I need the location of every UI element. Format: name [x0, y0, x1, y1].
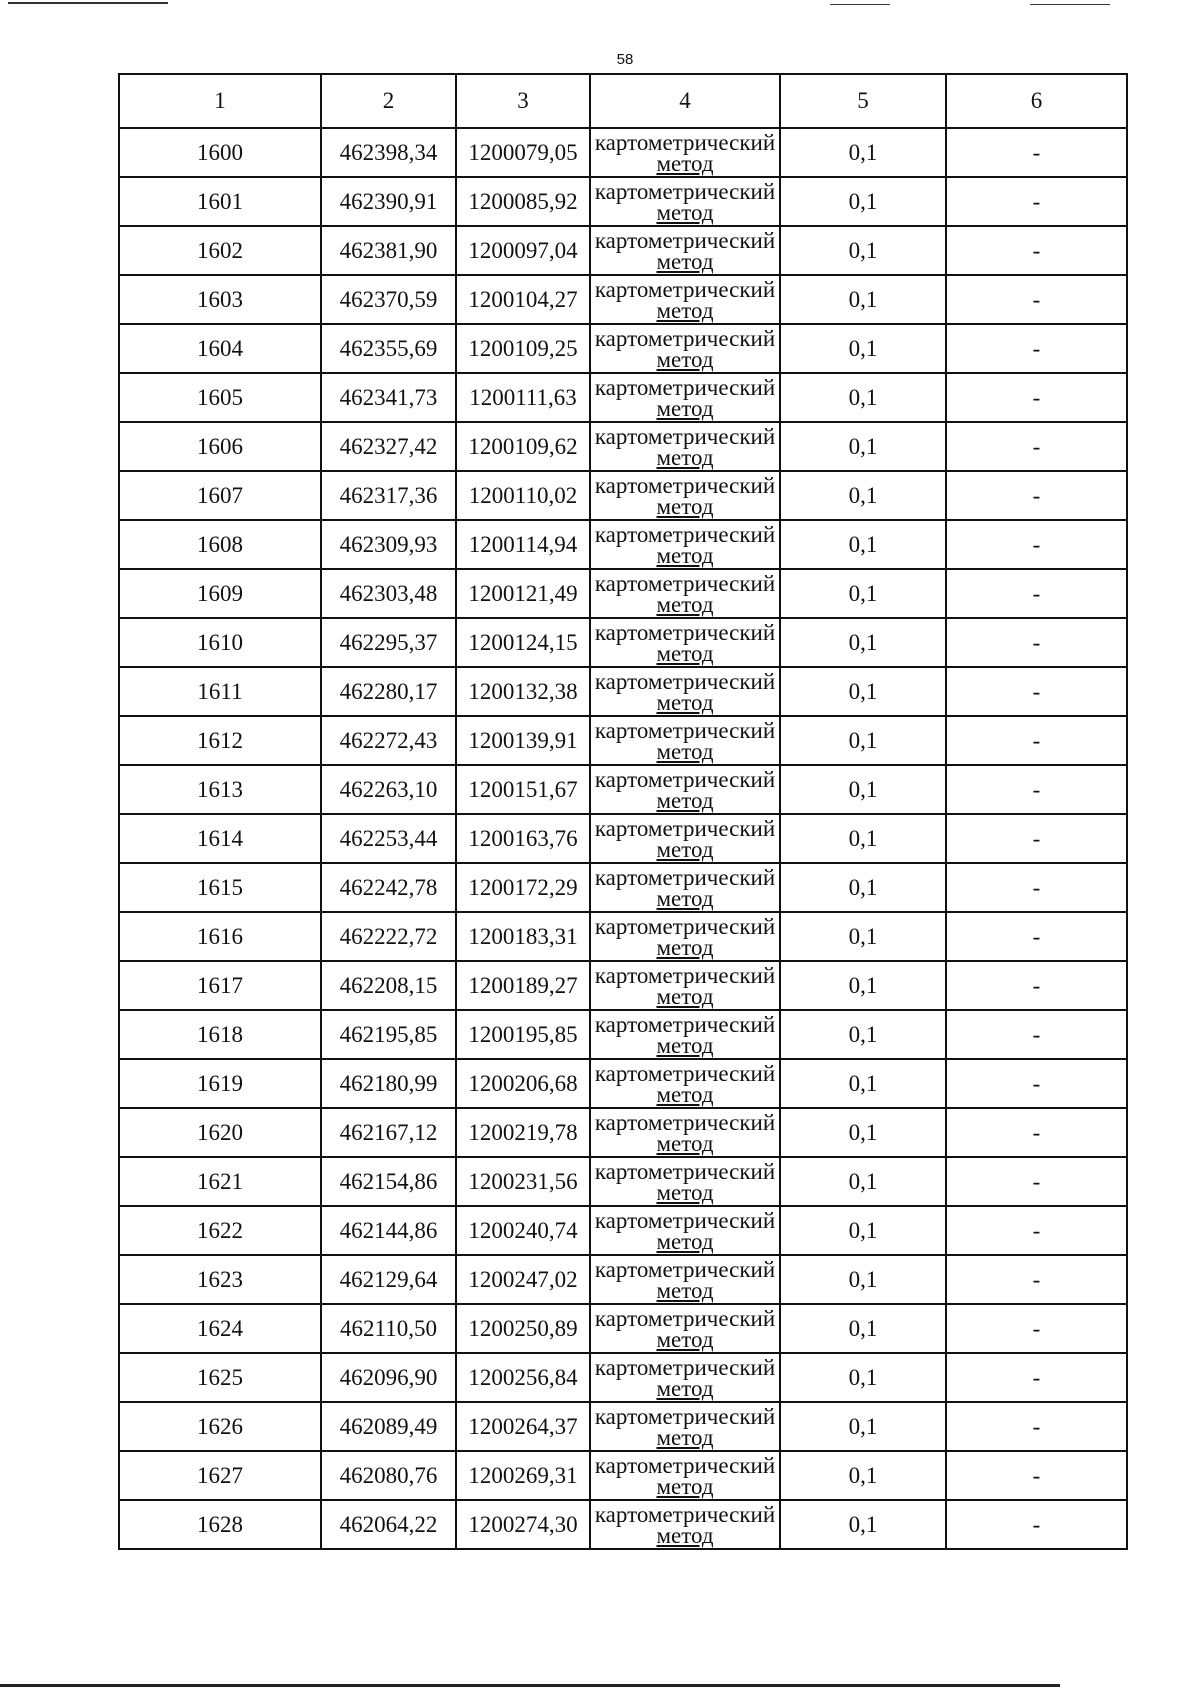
x-coordinate-cell: 462154,86	[321, 1157, 456, 1206]
x-coordinate-cell: 462129,64	[321, 1255, 456, 1304]
method-line-2: метод	[656, 1130, 714, 1156]
point-number-cell: 1608	[119, 520, 321, 569]
point-number-cell: 1603	[119, 275, 321, 324]
note-cell: -	[946, 324, 1127, 373]
accuracy-cell: 0,1	[780, 226, 946, 275]
x-coordinate-cell: 462309,93	[321, 520, 456, 569]
method-line-1: картометрический	[594, 619, 776, 645]
y-coordinate-cell: 1200139,91	[456, 716, 590, 765]
table-row	[119, 667, 1127, 716]
method-cell	[590, 961, 780, 1010]
y-coordinate-cell: 1200109,25	[456, 324, 590, 373]
method-line-2: метод	[656, 1424, 714, 1450]
note-cell: -	[946, 1255, 1127, 1304]
x-coordinate-cell: 462080,76	[321, 1451, 456, 1500]
point-number-cell: 1610	[119, 618, 321, 667]
note-cell: -	[946, 1108, 1127, 1157]
table-row	[119, 961, 1127, 1010]
x-coordinate-cell: 462390,91	[321, 177, 456, 226]
y-coordinate-cell: 1200240,74	[456, 1206, 590, 1255]
accuracy-cell: 0,1	[780, 667, 946, 716]
table-row	[119, 765, 1127, 814]
table-row	[119, 1500, 1127, 1549]
point-number-cell: 1612	[119, 716, 321, 765]
accuracy-cell: 0,1	[780, 422, 946, 471]
point-number-cell: 1614	[119, 814, 321, 863]
method-line-1: картометрический	[594, 962, 776, 988]
method-cell	[590, 373, 780, 422]
note-cell: -	[946, 569, 1127, 618]
point-number-cell: 1609	[119, 569, 321, 618]
accuracy-cell: 0,1	[780, 912, 946, 961]
x-coordinate-cell: 462280,17	[321, 667, 456, 716]
table-row	[119, 275, 1127, 324]
y-coordinate-cell: 1200097,04	[456, 226, 590, 275]
y-coordinate-cell: 1200269,31	[456, 1451, 590, 1500]
method-cell	[590, 1157, 780, 1206]
note-cell: -	[946, 618, 1127, 667]
header-cell-3: 3	[456, 74, 590, 128]
accuracy-cell: 0,1	[780, 471, 946, 520]
method-line-1: картометрический	[594, 1305, 776, 1331]
header-cell-5: 5	[780, 74, 946, 128]
method-line-2: метод	[656, 395, 714, 421]
method-line-2: метод	[656, 1081, 714, 1107]
method-line-1: картометрический	[594, 325, 776, 351]
accuracy-cell: 0,1	[780, 1500, 946, 1549]
method-cell	[590, 912, 780, 961]
method-cell	[590, 324, 780, 373]
method-line-1: картометрический	[594, 1501, 776, 1527]
x-coordinate-cell: 462096,90	[321, 1353, 456, 1402]
table-row	[119, 1304, 1127, 1353]
method-cell	[590, 618, 780, 667]
note-cell: -	[946, 128, 1127, 177]
x-coordinate-cell: 462272,43	[321, 716, 456, 765]
x-coordinate-cell: 462242,78	[321, 863, 456, 912]
method-line-1: картометрический	[594, 570, 776, 596]
table-row	[119, 422, 1127, 471]
method-cell	[590, 471, 780, 520]
method-line-1: картометрический	[594, 129, 776, 155]
note-cell: -	[946, 422, 1127, 471]
accuracy-cell: 0,1	[780, 520, 946, 569]
y-coordinate-cell: 1200121,49	[456, 569, 590, 618]
note-cell: -	[946, 520, 1127, 569]
y-coordinate-cell: 1200189,27	[456, 961, 590, 1010]
point-number-cell: 1620	[119, 1108, 321, 1157]
point-number-cell: 1619	[119, 1059, 321, 1108]
method-line-2: метод	[656, 640, 714, 666]
table-row	[119, 716, 1127, 765]
method-line-2: метод	[656, 1375, 714, 1401]
point-number-cell: 1601	[119, 177, 321, 226]
accuracy-cell: 0,1	[780, 373, 946, 422]
method-line-1: картометрический	[594, 913, 776, 939]
method-cell	[590, 667, 780, 716]
y-coordinate-cell: 1200183,31	[456, 912, 590, 961]
x-coordinate-cell: 462317,36	[321, 471, 456, 520]
method-cell	[590, 1206, 780, 1255]
header-row	[119, 74, 1127, 128]
method-cell	[590, 1451, 780, 1500]
accuracy-cell: 0,1	[780, 1108, 946, 1157]
point-number-cell: 1605	[119, 373, 321, 422]
accuracy-cell: 0,1	[780, 275, 946, 324]
x-coordinate-cell: 462180,99	[321, 1059, 456, 1108]
point-number-cell: 1604	[119, 324, 321, 373]
table-row	[119, 863, 1127, 912]
method-line-1: картометрический	[594, 766, 776, 792]
table-row	[119, 1059, 1127, 1108]
method-cell	[590, 1108, 780, 1157]
accuracy-cell: 0,1	[780, 569, 946, 618]
method-line-2: метод	[656, 983, 714, 1009]
method-cell	[590, 1059, 780, 1108]
method-line-2: метод	[656, 1326, 714, 1352]
table-row	[119, 569, 1127, 618]
y-coordinate-cell: 1200132,38	[456, 667, 590, 716]
method-cell	[590, 128, 780, 177]
method-line-2: метод	[656, 199, 714, 225]
method-line-1: картометрический	[594, 1403, 776, 1429]
method-line-2: метод	[656, 885, 714, 911]
x-coordinate-cell: 462341,73	[321, 373, 456, 422]
point-number-cell: 1618	[119, 1010, 321, 1059]
method-cell	[590, 1304, 780, 1353]
point-number-cell: 1627	[119, 1451, 321, 1500]
y-coordinate-cell: 1200250,89	[456, 1304, 590, 1353]
note-cell: -	[946, 1157, 1127, 1206]
note-cell: -	[946, 373, 1127, 422]
note-cell: -	[946, 814, 1127, 863]
y-coordinate-cell: 1200274,30	[456, 1500, 590, 1549]
x-coordinate-cell: 462355,69	[321, 324, 456, 373]
method-line-1: картометрический	[594, 1109, 776, 1135]
method-cell	[590, 1255, 780, 1304]
point-number-cell: 1628	[119, 1500, 321, 1549]
method-cell	[590, 520, 780, 569]
note-cell: -	[946, 863, 1127, 912]
table-row	[119, 1255, 1127, 1304]
x-coordinate-cell: 462263,10	[321, 765, 456, 814]
note-cell: -	[946, 1353, 1127, 1402]
method-line-2: метод	[656, 1228, 714, 1254]
x-coordinate-cell: 462089,49	[321, 1402, 456, 1451]
note-cell: -	[946, 667, 1127, 716]
note-cell: -	[946, 177, 1127, 226]
y-coordinate-cell: 1200172,29	[456, 863, 590, 912]
method-cell	[590, 422, 780, 471]
accuracy-cell: 0,1	[780, 1304, 946, 1353]
method-line-1: картометрический	[594, 472, 776, 498]
method-cell	[590, 1353, 780, 1402]
method-line-2: метод	[656, 1522, 714, 1548]
method-cell	[590, 814, 780, 863]
page-number: 58	[616, 51, 634, 68]
table-row	[119, 1206, 1127, 1255]
point-number-cell: 1624	[119, 1304, 321, 1353]
header-cell-6: 6	[946, 74, 1127, 128]
y-coordinate-cell: 1200195,85	[456, 1010, 590, 1059]
point-number-cell: 1622	[119, 1206, 321, 1255]
y-coordinate-cell: 1200114,94	[456, 520, 590, 569]
y-coordinate-cell: 1200163,76	[456, 814, 590, 863]
x-coordinate-cell: 462398,34	[321, 128, 456, 177]
scan-artifact-top-left	[8, 2, 168, 4]
accuracy-cell: 0,1	[780, 1451, 946, 1500]
accuracy-cell: 0,1	[780, 324, 946, 373]
note-cell: -	[946, 1206, 1127, 1255]
point-number-cell: 1626	[119, 1402, 321, 1451]
method-line-2: метод	[656, 444, 714, 470]
method-line-2: метод	[656, 150, 714, 176]
accuracy-cell: 0,1	[780, 1010, 946, 1059]
method-line-2: метод	[656, 787, 714, 813]
x-coordinate-cell: 462303,48	[321, 569, 456, 618]
point-number-cell: 1606	[119, 422, 321, 471]
x-coordinate-cell: 462295,37	[321, 618, 456, 667]
note-cell: -	[946, 961, 1127, 1010]
note-cell: -	[946, 1304, 1127, 1353]
method-cell	[590, 1010, 780, 1059]
method-line-2: метод	[656, 689, 714, 715]
point-number-cell: 1607	[119, 471, 321, 520]
point-number-cell: 1615	[119, 863, 321, 912]
method-line-2: метод	[656, 346, 714, 372]
x-coordinate-cell: 462110,50	[321, 1304, 456, 1353]
note-cell: -	[946, 1500, 1127, 1549]
note-cell: -	[946, 1451, 1127, 1500]
x-coordinate-cell: 462370,59	[321, 275, 456, 324]
point-number-cell: 1617	[119, 961, 321, 1010]
method-line-2: метод	[656, 738, 714, 764]
method-line-1: картометрический	[594, 815, 776, 841]
method-line-2: метод	[656, 493, 714, 519]
accuracy-cell: 0,1	[780, 177, 946, 226]
table-row	[119, 520, 1127, 569]
x-coordinate-cell: 462144,86	[321, 1206, 456, 1255]
table-row	[119, 373, 1127, 422]
table-row	[119, 1451, 1127, 1500]
method-line-2: метод	[656, 934, 714, 960]
method-line-1: картометрический	[594, 1256, 776, 1282]
header-cell-4: 4	[590, 74, 780, 128]
method-line-2: метод	[656, 836, 714, 862]
table-row	[119, 226, 1127, 275]
method-cell	[590, 275, 780, 324]
method-line-2: метод	[656, 1179, 714, 1205]
x-coordinate-cell: 462195,85	[321, 1010, 456, 1059]
method-line-1: картометрический	[594, 1060, 776, 1086]
method-cell	[590, 765, 780, 814]
note-cell: -	[946, 716, 1127, 765]
note-cell: -	[946, 1059, 1127, 1108]
table-row	[119, 324, 1127, 373]
method-line-1: картометрический	[594, 227, 776, 253]
header-cell-2: 2	[321, 74, 456, 128]
method-line-2: метод	[656, 248, 714, 274]
accuracy-cell: 0,1	[780, 863, 946, 912]
table-row	[119, 1353, 1127, 1402]
accuracy-cell: 0,1	[780, 814, 946, 863]
x-coordinate-cell: 462064,22	[321, 1500, 456, 1549]
point-number-cell: 1623	[119, 1255, 321, 1304]
point-number-cell: 1613	[119, 765, 321, 814]
method-cell	[590, 863, 780, 912]
y-coordinate-cell: 1200110,02	[456, 471, 590, 520]
y-coordinate-cell: 1200151,67	[456, 765, 590, 814]
method-line-1: картометрический	[594, 276, 776, 302]
note-cell: -	[946, 226, 1127, 275]
table-row	[119, 814, 1127, 863]
point-number-cell: 1616	[119, 912, 321, 961]
table-body	[119, 128, 1127, 1549]
table-row	[119, 1010, 1127, 1059]
note-cell: -	[946, 275, 1127, 324]
method-cell	[590, 716, 780, 765]
accuracy-cell: 0,1	[780, 961, 946, 1010]
method-line-1: картометрический	[594, 1452, 776, 1478]
table-row	[119, 1157, 1127, 1206]
y-coordinate-cell: 1200085,92	[456, 177, 590, 226]
table-row	[119, 1108, 1127, 1157]
note-cell: -	[946, 1010, 1127, 1059]
table-row	[119, 618, 1127, 667]
y-coordinate-cell: 1200206,68	[456, 1059, 590, 1108]
accuracy-cell: 0,1	[780, 1255, 946, 1304]
point-number-cell: 1621	[119, 1157, 321, 1206]
method-line-1: картометрический	[594, 1158, 776, 1184]
method-line-1: картометрический	[594, 717, 776, 743]
table-row	[119, 177, 1127, 226]
method-line-1: картометрический	[594, 1011, 776, 1037]
x-coordinate-cell: 462327,42	[321, 422, 456, 471]
method-line-1: картометрический	[594, 1354, 776, 1380]
table-row	[119, 471, 1127, 520]
y-coordinate-cell: 1200231,56	[456, 1157, 590, 1206]
y-coordinate-cell: 1200219,78	[456, 1108, 590, 1157]
method-line-2: метод	[656, 297, 714, 323]
scan-artifact-top-right	[830, 4, 890, 5]
accuracy-cell: 0,1	[780, 716, 946, 765]
x-coordinate-cell: 462222,72	[321, 912, 456, 961]
table-row	[119, 1402, 1127, 1451]
table-header	[119, 74, 1127, 128]
point-number-cell: 1611	[119, 667, 321, 716]
method-line-2: метод	[656, 1032, 714, 1058]
accuracy-cell: 0,1	[780, 128, 946, 177]
point-number-cell: 1600	[119, 128, 321, 177]
method-line-2: метод	[656, 591, 714, 617]
method-line-1: картометрический	[594, 178, 776, 204]
point-number-cell: 1602	[119, 226, 321, 275]
method-line-1: картометрический	[594, 864, 776, 890]
method-line-1: картометрический	[594, 668, 776, 694]
x-coordinate-cell: 462381,90	[321, 226, 456, 275]
method-line-1: картометрический	[594, 374, 776, 400]
coordinates-table	[118, 73, 1128, 1550]
note-cell: -	[946, 471, 1127, 520]
note-cell: -	[946, 765, 1127, 814]
y-coordinate-cell: 1200256,84	[456, 1353, 590, 1402]
x-coordinate-cell: 462167,12	[321, 1108, 456, 1157]
method-line-2: метод	[656, 1277, 714, 1303]
accuracy-cell: 0,1	[780, 765, 946, 814]
accuracy-cell: 0,1	[780, 1059, 946, 1108]
y-coordinate-cell: 1200124,15	[456, 618, 590, 667]
note-cell: -	[946, 1402, 1127, 1451]
y-coordinate-cell: 1200079,05	[456, 128, 590, 177]
method-cell	[590, 1500, 780, 1549]
method-line-1: картометрический	[594, 1207, 776, 1233]
accuracy-cell: 0,1	[780, 1402, 946, 1451]
y-coordinate-cell: 1200264,37	[456, 1402, 590, 1451]
x-coordinate-cell: 462208,15	[321, 961, 456, 1010]
method-line-1: картометрический	[594, 521, 776, 547]
table-row	[119, 912, 1127, 961]
x-coordinate-cell: 462253,44	[321, 814, 456, 863]
method-cell	[590, 177, 780, 226]
method-cell	[590, 569, 780, 618]
y-coordinate-cell: 1200109,62	[456, 422, 590, 471]
note-cell: -	[946, 912, 1127, 961]
table-row	[119, 128, 1127, 177]
method-line-1: картометрический	[594, 423, 776, 449]
accuracy-cell: 0,1	[780, 1353, 946, 1402]
scan-artifact-top-far-right	[1030, 4, 1110, 5]
method-cell	[590, 1402, 780, 1451]
y-coordinate-cell: 1200247,02	[456, 1255, 590, 1304]
method-line-2: метод	[656, 1473, 714, 1499]
method-cell	[590, 226, 780, 275]
accuracy-cell: 0,1	[780, 1206, 946, 1255]
y-coordinate-cell: 1200104,27	[456, 275, 590, 324]
point-number-cell: 1625	[119, 1353, 321, 1402]
accuracy-cell: 0,1	[780, 618, 946, 667]
method-line-2: метод	[656, 542, 714, 568]
scan-artifact-bottom	[0, 1684, 1060, 1687]
y-coordinate-cell: 1200111,63	[456, 373, 590, 422]
header-cell-1: 1	[119, 74, 321, 128]
accuracy-cell: 0,1	[780, 1157, 946, 1206]
